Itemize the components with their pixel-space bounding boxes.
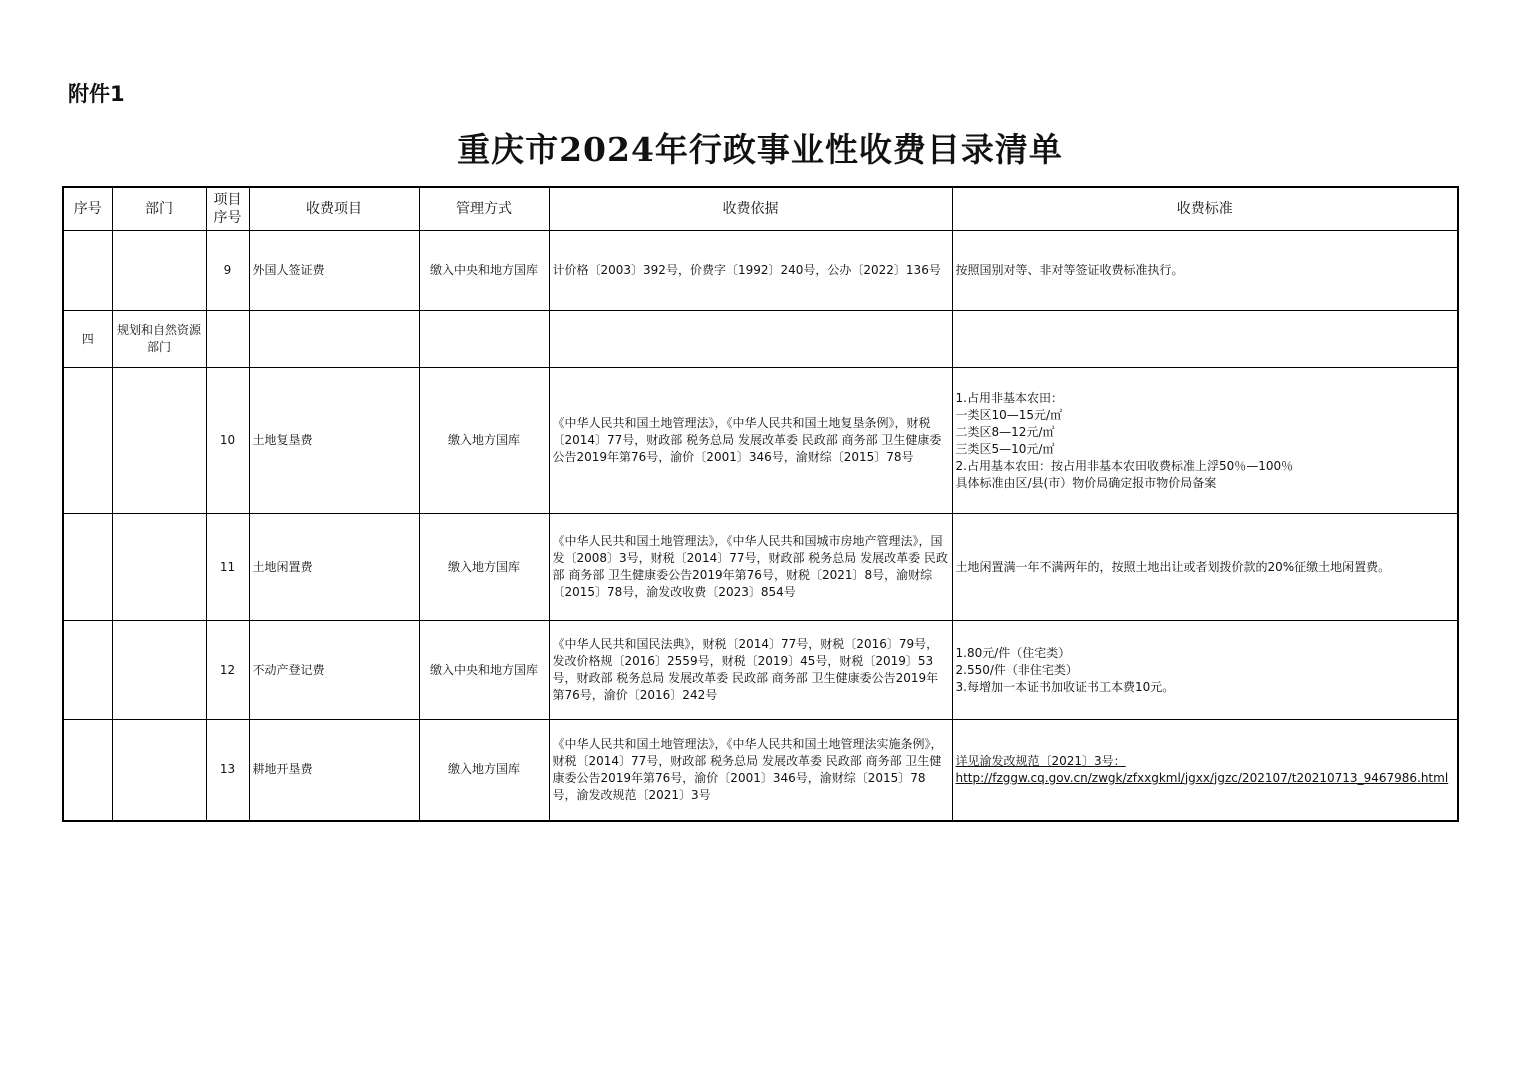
cell-department — [112, 514, 206, 621]
cell-basis: 计价格〔2003〕392号，价费字〔1992〕240号，公办〔2022〕136号 — [549, 231, 952, 311]
cell-basis — [549, 311, 952, 368]
cell-seq — [63, 368, 112, 514]
cell-seq — [63, 720, 112, 821]
cell-standard: 1.占用非基本农田： 一类区10—15元/㎡ 二类区8—12元/㎡ 三类区5—10元/㎡ 2.占用基本农田：按占用非基本农田收费标准上浮50％—100％ 具体标准由区/县(市）物价局确定报市物价局备案 — [952, 368, 1458, 514]
cell-basis: 《中华人民共和国民法典》，财税〔2014〕77号，财税〔2016〕79号，发改价格规〔2016〕2559号，财税〔2019〕45号，财税〔2019〕53号，财政部 税务总局 发展改革委 民政部 商务部 卫生健康委公告2019年第76号，渝价〔2016〕242号 — [549, 621, 952, 720]
header-fee-item: 收费项目 — [249, 187, 419, 231]
cell-seq: 四 — [63, 311, 112, 368]
cell-standard: 土地闲置满一年不满两年的，按照土地出让或者划拨价款的20%征缴土地闲置费。 — [952, 514, 1458, 621]
table-row — [63, 311, 1458, 368]
cell-fee-item — [249, 311, 419, 368]
cell-basis: 《中华人民共和国土地管理法》，《中华人民共和国土地复垦条例》，财税〔2014〕77号，财政部 税务总局 发展改革委 民政部 商务部 卫生健康委公告2019年第76号，渝价〔2001〕346号，渝财综〔2015〕78号 — [549, 368, 952, 514]
cell-department — [112, 368, 206, 514]
cell-management: 缴入中央和地方国库 — [419, 231, 549, 311]
cell-basis: 《中华人民共和国土地管理法》，《中华人民共和国城市房地产管理法》，国发〔2008〕3号，财税〔2014〕77号，财政部 税务总局 发展改革委 民政部 商务部 卫生健康委公告2019年第76号，财税〔2021〕8号，渝财综〔2015〕78号，渝发改收费〔2023〕854号 — [549, 514, 952, 621]
cell-management: 缴入地方国库 — [419, 720, 549, 821]
cell-standard-link[interactable]: 详见渝发改规范〔2021〕3号： http://fzggw.cq.gov.cn/zwgk/zfxxgkml/jgxx/jgzc/202107/t20210713_9467986.html — [952, 720, 1458, 821]
header-item-seq: 项目 序号 — [206, 187, 249, 231]
cell-item-seq — [206, 311, 249, 368]
cell-item-seq: 10 — [206, 368, 249, 514]
cell-department: 规划和自然资源部门 — [112, 311, 206, 368]
attachment-label: 附件1 — [68, 82, 125, 106]
cell-department — [112, 621, 206, 720]
cell-item-seq: 9 — [206, 231, 249, 311]
cell-seq — [63, 514, 112, 621]
header-management: 管理方式 — [419, 187, 549, 231]
header-seq: 序号 — [63, 187, 112, 231]
cell-standard: 1.80元/件（住宅类） 2.550/件（非住宅类） 3.每增加一本证书加收证书工本费10元。 — [952, 621, 1458, 720]
table-header-row — [63, 187, 1458, 231]
table-row — [63, 231, 1458, 311]
cell-fee-item: 耕地开垦费 — [249, 720, 419, 821]
cell-standard — [952, 311, 1458, 368]
cell-seq — [63, 621, 112, 720]
table-row — [63, 720, 1458, 821]
page-title: 重庆市2024年行政事业性收费目录清单 — [457, 130, 1063, 169]
header-standard: 收费标准 — [952, 187, 1458, 231]
table-row — [63, 368, 1458, 514]
table-row — [63, 514, 1458, 621]
cell-management — [419, 311, 549, 368]
cell-fee-item: 土地复垦费 — [249, 368, 419, 514]
cell-department — [112, 720, 206, 821]
cell-management: 缴入中央和地方国库 — [419, 621, 549, 720]
cell-item-seq: 11 — [206, 514, 249, 621]
cell-department — [112, 231, 206, 311]
cell-fee-item: 土地闲置费 — [249, 514, 419, 621]
cell-management: 缴入地方国库 — [419, 368, 549, 514]
header-department: 部门 — [112, 187, 206, 231]
cell-seq — [63, 231, 112, 311]
cell-fee-item: 外国人签证费 — [249, 231, 419, 311]
table-row — [63, 621, 1458, 720]
cell-basis: 《中华人民共和国土地管理法》，《中华人民共和国土地管理法实施条例》，财税〔2014〕77号，财政部 税务总局 发展改革委 民政部 商务部 卫生健康委公告2019年第76号，渝价〔2001〕346号，渝财综〔2015〕78号，渝发改规范〔2021〕3号 — [549, 720, 952, 821]
cell-fee-item: 不动产登记费 — [249, 621, 419, 720]
cell-item-seq: 13 — [206, 720, 249, 821]
header-basis: 收费依据 — [549, 187, 952, 231]
cell-item-seq: 12 — [206, 621, 249, 720]
cell-standard: 按照国别对等、非对等签证收费标准执行。 — [952, 231, 1458, 311]
fee-catalog-table — [62, 186, 1459, 822]
cell-management: 缴入地方国库 — [419, 514, 549, 621]
